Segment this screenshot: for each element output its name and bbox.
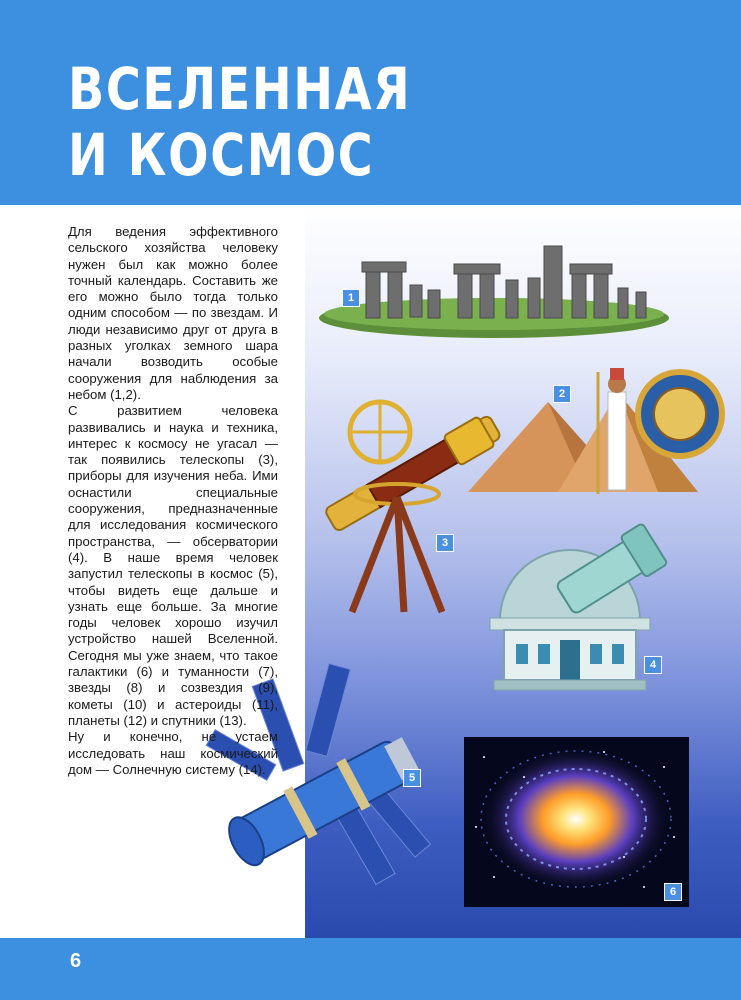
- title-line-2: И КОСМОС: [68, 121, 375, 189]
- galaxy-icon: [464, 737, 689, 907]
- header-band: [0, 0, 741, 205]
- figure-badge-3: 3: [436, 534, 454, 552]
- paragraph-1: Для ведения эффективного сельского хозяйства человеку нужен был как можно более точный календарь. Составить же его можно было тогда только одним способом — по звездам. И люди независимо друг от друга в разных уголках земного шара начали возводить особые сооружения для наблюдения за небом (1,2).: [68, 224, 278, 402]
- figure-badge-6: 6: [664, 883, 682, 901]
- paragraph-3: Ну и конечно, не устаем исследовать наш космический дом — Солнечную систему (14).: [68, 729, 278, 777]
- figure-badge-5: 5: [403, 769, 421, 787]
- paragraph-2: С развитием человека развивались и наука и техника, интерес к космосу не угасал — так появились телескопы (3), приборы для изучения неба. Ими оснастили специальные сооружения, предназначенные для исследования космического пространства, — обсерватории (4). В наше время человек запустил телескопы в космос (5), чтобы видеть еще дальше и узнать еще больше. За многие годы человек хорошо изучил устройство нашей Вселенной. Сегодня мы уже знаем, что такое галактики (6) и туманности (7), звезды (8) и созвездия (9), кометы (10) и астероиды (11), планеты (12) и спутники (13).: [68, 403, 278, 728]
- page-number: 6: [70, 950, 82, 972]
- title-line-1: ВСЕЛЕННАЯ: [68, 55, 412, 123]
- stonehenge-icon: [318, 240, 670, 340]
- figure-badge-2: 2: [553, 385, 571, 403]
- observatory-icon: [490, 520, 670, 700]
- figure-badge-4: 4: [644, 656, 662, 674]
- telescope-icon: [312, 362, 512, 622]
- page-title: [68, 56, 411, 188]
- figure-badge-1: 1: [342, 289, 360, 307]
- body-text: [68, 224, 278, 778]
- footer-band: [0, 938, 741, 1000]
